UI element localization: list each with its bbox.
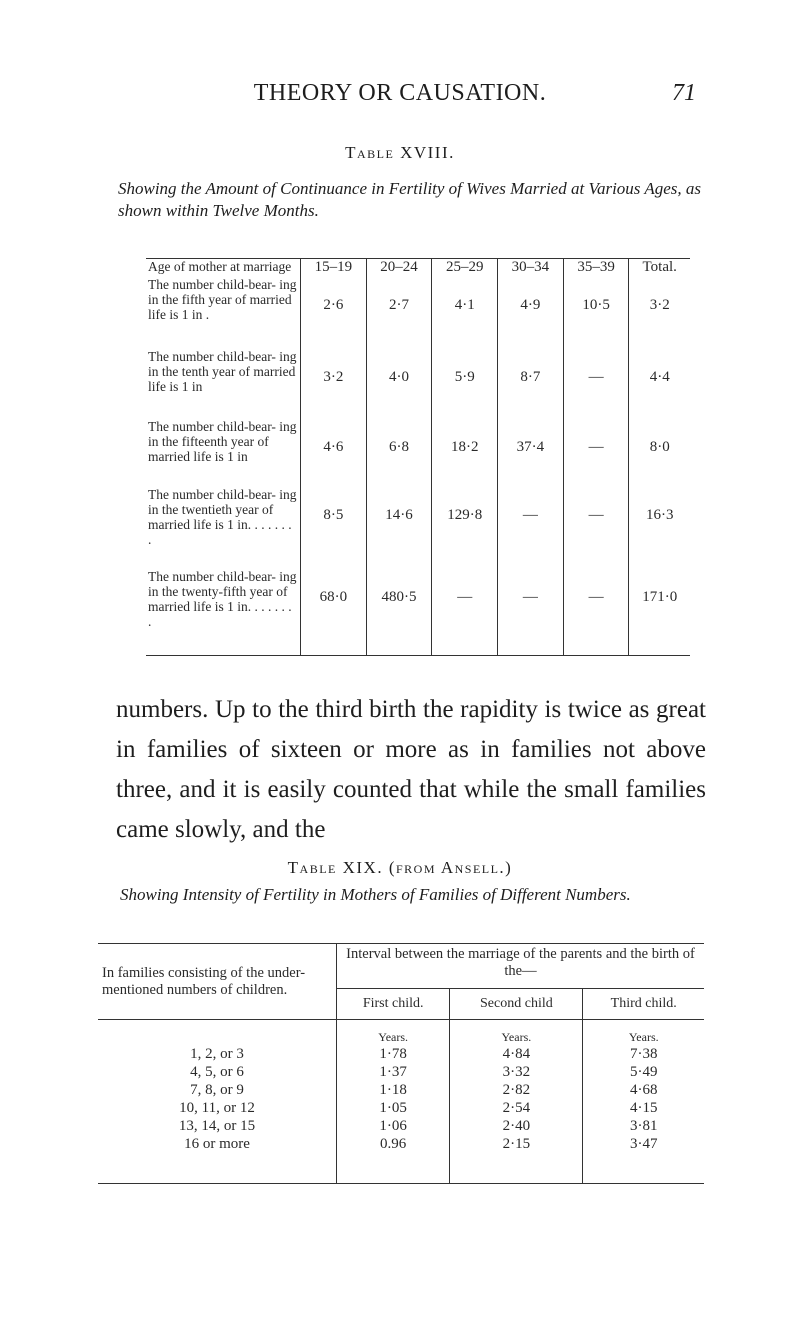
age-column-header: 15–19 bbox=[301, 259, 367, 278]
table-cell: 4·4 bbox=[629, 349, 690, 419]
table-cell: 4·9 bbox=[498, 277, 564, 349]
table-cell: 4·6 bbox=[301, 419, 367, 487]
table-cell: 1·06 bbox=[337, 1117, 450, 1135]
table-cell: 4·15 bbox=[583, 1099, 704, 1117]
table-cell: 4·68 bbox=[583, 1081, 704, 1099]
table-cell: 1·18 bbox=[337, 1081, 450, 1099]
table-cell: 1·37 bbox=[337, 1063, 450, 1081]
table-cell: 2·40 bbox=[450, 1117, 583, 1135]
family-size-label: 16 or more bbox=[184, 1136, 250, 1152]
table-cell: 3·81 bbox=[583, 1117, 704, 1135]
table-cell: 2·6 bbox=[301, 277, 367, 349]
table-cell: 37·4 bbox=[498, 419, 564, 487]
table-row bbox=[98, 1099, 704, 1117]
table-cell: 8·5 bbox=[301, 487, 367, 569]
table-cell: — bbox=[432, 569, 498, 656]
table-cell: 5·9 bbox=[432, 349, 498, 419]
table-cell: 2·7 bbox=[366, 277, 432, 349]
table-row bbox=[146, 487, 690, 569]
table-row bbox=[146, 569, 690, 656]
table-row bbox=[146, 349, 690, 419]
family-size-label: 7, 8, or 9 bbox=[190, 1082, 244, 1098]
row-label: The number child-bear- ing in the twentieth year of married life is 1 in. . . . . . . . bbox=[148, 487, 297, 547]
sub-header-third-child: Third child. bbox=[583, 989, 704, 1020]
table-18-first-header: Age of mother at marriage bbox=[148, 259, 292, 274]
table-18-header-row bbox=[146, 259, 690, 278]
table-cell: 4·1 bbox=[432, 277, 498, 349]
table-cell: 0.96 bbox=[337, 1135, 450, 1184]
table-18 bbox=[146, 258, 690, 656]
page-header bbox=[0, 80, 800, 112]
table-row bbox=[98, 1063, 704, 1081]
table-cell: 14·6 bbox=[366, 487, 432, 569]
table-row bbox=[98, 1135, 704, 1184]
table-cell: 2·54 bbox=[450, 1099, 583, 1117]
empty-cell bbox=[98, 1020, 337, 1046]
family-size-label: 4, 5, or 6 bbox=[190, 1064, 244, 1080]
table-cell: 8·7 bbox=[498, 349, 564, 419]
page-number: 71 bbox=[672, 80, 696, 106]
running-head: THEORY OR CAUSATION. bbox=[253, 80, 547, 106]
row-label: The number child-bear- ing in the tenth year of married life is 1 in bbox=[148, 349, 297, 394]
table-row bbox=[98, 1045, 704, 1063]
table-row bbox=[98, 1081, 704, 1099]
table-cell: — bbox=[563, 349, 629, 419]
table-cell: 3·32 bbox=[450, 1063, 583, 1081]
table-cell: 3·47 bbox=[583, 1135, 704, 1184]
table-row bbox=[146, 419, 690, 487]
table-cell: — bbox=[563, 487, 629, 569]
table-cell: — bbox=[498, 569, 564, 656]
table-cell: 5·49 bbox=[583, 1063, 704, 1081]
table-18-caption: Showing the Amount of Continuance in Fertility of Wives Married at Various Ages, as shown within Twelve Months. bbox=[118, 179, 702, 220]
unit-label: Years. bbox=[450, 1020, 583, 1046]
table-cell: 3·2 bbox=[301, 349, 367, 419]
table-19-first-header: In families consisting of the under-mentioned numbers of children. bbox=[98, 944, 337, 1020]
age-column-header: 20–24 bbox=[366, 259, 432, 278]
table-cell: 4·84 bbox=[450, 1045, 583, 1063]
table-cell: 2·82 bbox=[450, 1081, 583, 1099]
table-cell: 129·8 bbox=[432, 487, 498, 569]
table-row bbox=[98, 1117, 704, 1135]
family-size-label: 13, 14, or 15 bbox=[178, 1118, 256, 1134]
table-row bbox=[146, 277, 690, 349]
table-cell: 10·5 bbox=[563, 277, 629, 349]
table-cell: 8·0 bbox=[629, 419, 690, 487]
table-cell: 68·0 bbox=[301, 569, 367, 656]
age-column-header: 25–29 bbox=[432, 259, 498, 278]
table-cell: 1·05 bbox=[337, 1099, 450, 1117]
unit-label: Years. bbox=[583, 1020, 704, 1046]
age-column-header: 35–39 bbox=[563, 259, 629, 278]
table-cell: 6·8 bbox=[366, 419, 432, 487]
interval-header: Interval between the marriage of the parents and the birth of the— bbox=[337, 944, 705, 989]
unit-row bbox=[98, 1020, 704, 1046]
table-cell: — bbox=[563, 419, 629, 487]
table-cell: 480·5 bbox=[366, 569, 432, 656]
table-cell: 4·0 bbox=[366, 349, 432, 419]
row-label: The number child-bear- ing in the twenty-fifth year of married life is 1 in. . . . . . . . bbox=[148, 569, 297, 629]
table-cell: 18·2 bbox=[432, 419, 498, 487]
table-19-caption: Showing Intensity of Fertility in Mothers of Families of Different Numbers. bbox=[120, 885, 631, 904]
sub-header-second-child: Second child bbox=[450, 989, 583, 1020]
body-paragraph: numbers. Up to the third birth the rapidity is twice as great in families of sixteen or more as in families not above three, and it is easily counted that while the small families came slowly, and the bbox=[116, 696, 706, 843]
row-label: The number child-bear- ing in the fifth year of married life is 1 in . bbox=[148, 277, 297, 322]
table-cell: 16·3 bbox=[629, 487, 690, 569]
table-cell: 3·2 bbox=[629, 277, 690, 349]
table-19-header-row bbox=[98, 944, 704, 989]
table-cell: — bbox=[498, 487, 564, 569]
table-cell: 7·38 bbox=[583, 1045, 704, 1063]
row-label: The number child-bear- ing in the fifteenth year of married life is 1 in bbox=[148, 419, 297, 464]
unit-label: Years. bbox=[337, 1020, 450, 1046]
table-18-title: Table XVIII. bbox=[345, 143, 455, 162]
table-cell: 171·0 bbox=[629, 569, 690, 656]
table-cell: 2·15 bbox=[450, 1135, 583, 1184]
table-cell: 1·78 bbox=[337, 1045, 450, 1063]
age-column-header: 30–34 bbox=[498, 259, 564, 278]
family-size-label: 10, 11, or 12 bbox=[179, 1100, 255, 1116]
table-19 bbox=[98, 943, 704, 1184]
family-size-label: 1, 2, or 3 bbox=[190, 1046, 244, 1062]
table-cell: — bbox=[563, 569, 629, 656]
table-19-title: Table XIX. (from Ansell.) bbox=[287, 858, 513, 877]
sub-header-first-child: First child. bbox=[337, 989, 450, 1020]
total-column-header: Total. bbox=[629, 259, 690, 278]
